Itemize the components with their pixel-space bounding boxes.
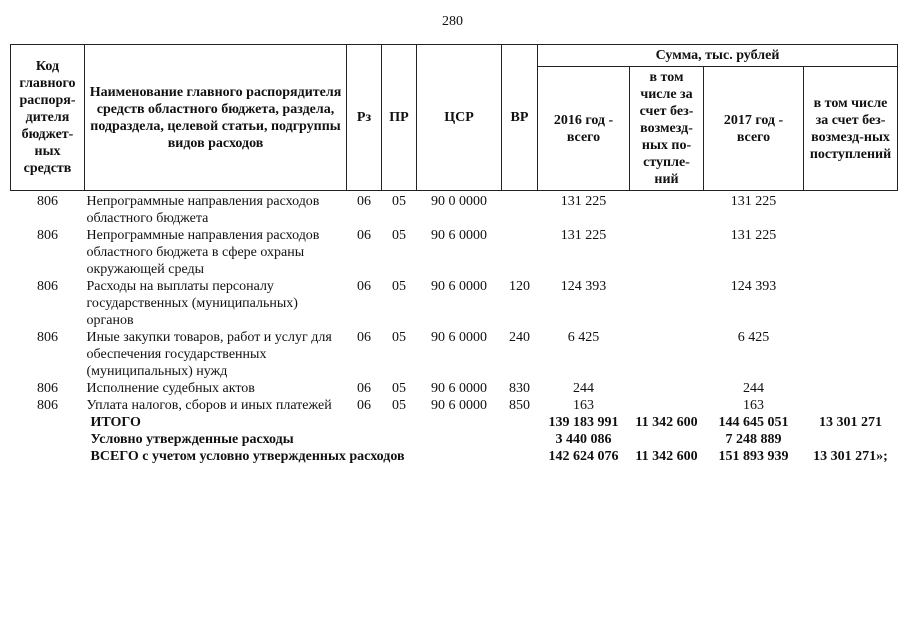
header-sum-group: Сумма, тыс. рублей [538, 45, 898, 67]
total-row [11, 431, 898, 448]
total-2016-free-cell [630, 431, 704, 448]
code-cell: 806 [37, 381, 58, 396]
pr-cell: 05 [392, 330, 406, 345]
csr-cell: 90 0 0000 [431, 194, 487, 209]
code-cell: 806 [37, 398, 58, 413]
total-2016-free-cell: 11 342 600 [635, 415, 698, 430]
budget-table [10, 44, 898, 465]
csr-cell: 90 6 0000 [431, 398, 487, 413]
code-cell: 806 [37, 279, 58, 294]
total-row [11, 448, 898, 465]
header-2016-total: 2016 год - всего [538, 67, 630, 191]
table-row [11, 380, 898, 397]
header-vr: ВР [502, 45, 538, 191]
empty-cell [11, 448, 85, 465]
sum-2017-free-cell [804, 380, 898, 397]
sum-2016-cell: 244 [573, 381, 594, 396]
sum-2016-free-cell [630, 397, 704, 414]
table-body [11, 191, 898, 466]
empty-cell [11, 431, 85, 448]
name-cell: Иные закупки товаров, работ и услуг для обеспечения государственных (муниципальных) нужд [86, 330, 332, 379]
name-cell: Непрограммные направления расходов областного бюджета [86, 194, 320, 226]
header-2016-free: в том числе за счет без-возмезд-ных по-ступле-ний [630, 67, 704, 191]
rz-cell: 06 [357, 279, 371, 294]
sum-2016-cell: 6 425 [567, 330, 600, 345]
csr-cell: 90 6 0000 [431, 330, 487, 345]
total-row [11, 414, 898, 431]
header-name: Наименование главного распорядителя средств областного бюджета, раздела, подраздела, целевой статьи, подгруппы видов расходов [85, 45, 347, 191]
header-csr: ЦСР [417, 45, 502, 191]
total-2016-cell: 142 624 076 [548, 449, 619, 464]
total-2017-free-cell: 13 301 271»; [813, 449, 888, 464]
total-2017-free-cell: 13 301 271 [819, 415, 883, 430]
table-row [11, 397, 898, 414]
sum-2016-free-cell [630, 278, 704, 329]
rz-cell: 06 [357, 228, 371, 243]
sum-2017-cell: 124 393 [730, 279, 777, 294]
pr-cell: 05 [392, 398, 406, 413]
name-cell: Уплата налогов, сборов и иных платежей [86, 398, 332, 413]
sum-2017-cell: 131 225 [730, 194, 777, 209]
pr-cell: 05 [392, 228, 406, 243]
table-row [11, 191, 898, 228]
total-2016-cell: 3 440 086 [555, 432, 612, 447]
sum-2017-free-cell [804, 397, 898, 414]
code-cell: 806 [37, 330, 58, 345]
sum-2017-free-cell [804, 191, 898, 228]
sum-2016-cell: 131 225 [560, 194, 607, 209]
total-2017-cell: 144 645 051 [718, 415, 789, 430]
name-cell: Расходы на выплаты персоналу государственных (муниципальных) органов [86, 279, 298, 328]
sum-2017-free-cell [804, 278, 898, 329]
sum-2016-free-cell [630, 191, 704, 228]
vr-cell [502, 191, 538, 228]
sum-2016-cell: 131 225 [560, 228, 607, 243]
header-code: Код главного распоря-дителя бюджет-ных средств [11, 45, 85, 191]
vr-cell: 830 [509, 381, 530, 396]
table-row [11, 278, 898, 329]
name-cell: Исполнение судебных актов [86, 381, 255, 396]
rz-cell: 06 [357, 330, 371, 345]
sum-2016-cell: 124 393 [560, 279, 607, 294]
code-cell: 806 [37, 228, 58, 243]
total-label: Условно утвержденные расходы [90, 432, 294, 447]
sum-2016-free-cell [630, 380, 704, 397]
csr-cell: 90 6 0000 [431, 381, 487, 396]
total-2017-cell: 151 893 939 [718, 449, 789, 464]
header-2017-total: 2017 год - всего [704, 67, 804, 191]
sum-2017-cell: 244 [743, 381, 764, 396]
page-number: 280 [442, 14, 463, 29]
vr-cell: 240 [509, 330, 530, 345]
code-cell: 806 [37, 194, 58, 209]
table-header [11, 45, 898, 191]
rz-cell: 06 [357, 381, 371, 396]
name-cell: Непрограммные направления расходов областного бюджета в сфере охраны окружающей среды [86, 228, 320, 277]
sum-2017-cell: 163 [743, 398, 764, 413]
sum-2017-free-cell [804, 329, 898, 380]
header-pr: ПР [382, 45, 417, 191]
sum-2016-free-cell [630, 227, 704, 278]
vr-cell [502, 227, 538, 278]
sum-2017-cell: 6 425 [737, 330, 770, 345]
rz-cell: 06 [357, 194, 371, 209]
total-2016-cell: 139 183 991 [548, 415, 619, 430]
header-2017-free: в том числе за счет без-возмезд-ных поступлений [804, 67, 898, 191]
total-label: ИТОГО [90, 415, 141, 430]
total-label: ВСЕГО с учетом условно утвержденных расходов [90, 449, 405, 464]
sum-2016-free-cell [630, 329, 704, 380]
table-row [11, 227, 898, 278]
csr-cell: 90 6 0000 [431, 279, 487, 294]
pr-cell: 05 [392, 194, 406, 209]
table-row [11, 329, 898, 380]
pr-cell: 05 [392, 381, 406, 396]
pr-cell: 05 [392, 279, 406, 294]
header-rz: Рз [347, 45, 382, 191]
vr-cell: 120 [509, 279, 530, 294]
total-2016-free-cell: 11 342 600 [635, 449, 698, 464]
total-2017-free-cell [804, 431, 898, 448]
csr-cell: 90 6 0000 [431, 228, 487, 243]
empty-cell [11, 414, 85, 431]
rz-cell: 06 [357, 398, 371, 413]
sum-2017-cell: 131 225 [730, 228, 777, 243]
sum-2016-cell: 163 [573, 398, 594, 413]
vr-cell: 850 [509, 398, 530, 413]
sum-2017-free-cell [804, 227, 898, 278]
total-2017-cell: 7 248 889 [725, 432, 782, 447]
